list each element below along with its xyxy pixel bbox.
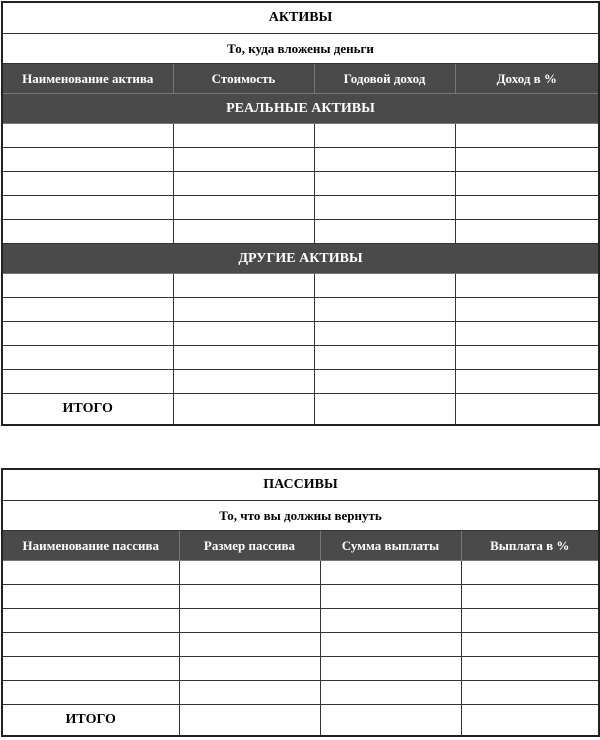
table-row bbox=[2, 322, 599, 346]
table-cell[interactable] bbox=[320, 633, 461, 657]
table-cell[interactable] bbox=[455, 148, 599, 172]
table-cell[interactable] bbox=[461, 561, 599, 585]
table-cell[interactable] bbox=[314, 124, 455, 148]
table-cell[interactable] bbox=[173, 394, 314, 426]
table-cell[interactable] bbox=[314, 394, 455, 426]
table-cell[interactable] bbox=[179, 681, 320, 705]
table-cell[interactable] bbox=[173, 172, 314, 196]
table-row bbox=[2, 585, 599, 609]
table-row bbox=[2, 124, 599, 148]
table-row bbox=[2, 633, 599, 657]
table-cell[interactable] bbox=[2, 148, 173, 172]
table-row bbox=[2, 274, 599, 298]
liabilities-total-label: ИТОГО bbox=[2, 705, 179, 737]
table-cell[interactable] bbox=[2, 124, 173, 148]
assets-col-annual-income: Годовой доход bbox=[314, 64, 455, 94]
table-cell[interactable] bbox=[314, 172, 455, 196]
table-cell[interactable] bbox=[461, 633, 599, 657]
table-cell[interactable] bbox=[455, 124, 599, 148]
table-cell[interactable] bbox=[2, 298, 173, 322]
table-row bbox=[2, 561, 599, 585]
table-cell[interactable] bbox=[2, 585, 179, 609]
table-cell[interactable] bbox=[2, 346, 173, 370]
table-row bbox=[2, 370, 599, 394]
table-row bbox=[2, 196, 599, 220]
assets-col-income-percent: Доход в % bbox=[455, 64, 599, 94]
table-cell[interactable] bbox=[2, 681, 179, 705]
table-cell[interactable] bbox=[173, 196, 314, 220]
table-cell[interactable] bbox=[455, 370, 599, 394]
table-row bbox=[2, 298, 599, 322]
assets-table bbox=[1, 1, 600, 426]
table-cell[interactable] bbox=[179, 585, 320, 609]
assets-col-value: Стоимость bbox=[173, 64, 314, 94]
table-cell[interactable] bbox=[461, 609, 599, 633]
assets-col-name: Наименование актива bbox=[2, 64, 173, 94]
table-row bbox=[2, 220, 599, 244]
table-cell[interactable] bbox=[314, 196, 455, 220]
table-cell[interactable] bbox=[173, 124, 314, 148]
table-row bbox=[2, 346, 599, 370]
liabilities-title: ПАССИВЫ bbox=[2, 469, 599, 501]
table-cell[interactable] bbox=[173, 322, 314, 346]
table-cell[interactable] bbox=[461, 681, 599, 705]
table-cell[interactable] bbox=[179, 657, 320, 681]
table-cell[interactable] bbox=[320, 609, 461, 633]
table-cell[interactable] bbox=[2, 196, 173, 220]
table-cell[interactable] bbox=[314, 274, 455, 298]
table-cell[interactable] bbox=[173, 298, 314, 322]
table-cell[interactable] bbox=[314, 346, 455, 370]
table-cell[interactable] bbox=[173, 274, 314, 298]
table-cell[interactable] bbox=[179, 633, 320, 657]
table-cell[interactable] bbox=[2, 561, 179, 585]
table-cell[interactable] bbox=[320, 681, 461, 705]
assets-total-label: ИТОГО bbox=[2, 394, 173, 426]
section-real-assets: РЕАЛЬНЫЕ АКТИВЫ bbox=[2, 94, 599, 124]
assets-total-row bbox=[2, 394, 599, 426]
table-cell[interactable] bbox=[455, 274, 599, 298]
table-cell[interactable] bbox=[320, 705, 461, 737]
table-cell[interactable] bbox=[2, 633, 179, 657]
table-cell[interactable] bbox=[461, 657, 599, 681]
table-cell[interactable] bbox=[179, 705, 320, 737]
table-cell[interactable] bbox=[461, 705, 599, 737]
table-cell[interactable] bbox=[314, 370, 455, 394]
table-cell[interactable] bbox=[2, 370, 173, 394]
table-row bbox=[2, 657, 599, 681]
table-cell[interactable] bbox=[2, 609, 179, 633]
table-cell[interactable] bbox=[173, 148, 314, 172]
table-row bbox=[2, 148, 599, 172]
table-row bbox=[2, 681, 599, 705]
table-cell[interactable] bbox=[461, 585, 599, 609]
table-cell[interactable] bbox=[320, 585, 461, 609]
table-cell[interactable] bbox=[320, 657, 461, 681]
table-cell[interactable] bbox=[173, 346, 314, 370]
table-cell[interactable] bbox=[455, 172, 599, 196]
table-cell[interactable] bbox=[455, 196, 599, 220]
liabilities-col-payment-sum: Сумма выплаты bbox=[320, 531, 461, 561]
table-cell[interactable] bbox=[455, 322, 599, 346]
liabilities-col-name: Наименование пассива bbox=[2, 531, 179, 561]
table-cell[interactable] bbox=[455, 298, 599, 322]
table-cell[interactable] bbox=[2, 657, 179, 681]
liabilities-table bbox=[1, 468, 600, 737]
table-cell[interactable] bbox=[2, 220, 173, 244]
table-cell[interactable] bbox=[455, 220, 599, 244]
liabilities-subtitle: То, что вы должны вернуть bbox=[2, 501, 599, 531]
table-cell[interactable] bbox=[2, 172, 173, 196]
assets-title: АКТИВЫ bbox=[2, 2, 599, 34]
assets-header-row bbox=[2, 64, 599, 94]
liabilities-total-row bbox=[2, 705, 599, 737]
table-cell[interactable] bbox=[455, 394, 599, 426]
table-cell[interactable] bbox=[173, 370, 314, 394]
table-cell[interactable] bbox=[179, 609, 320, 633]
table-cell[interactable] bbox=[2, 322, 173, 346]
table-cell[interactable] bbox=[314, 220, 455, 244]
assets-subtitle: То, куда вложены деньги bbox=[2, 34, 599, 64]
table-cell[interactable] bbox=[320, 561, 461, 585]
table-cell[interactable] bbox=[2, 274, 173, 298]
section-other-assets: ДРУГИЕ АКТИВЫ bbox=[2, 244, 599, 274]
table-row bbox=[2, 172, 599, 196]
table-cell[interactable] bbox=[314, 148, 455, 172]
liabilities-col-size: Размер пассива bbox=[179, 531, 320, 561]
table-cell[interactable] bbox=[179, 561, 320, 585]
table-cell[interactable] bbox=[455, 346, 599, 370]
table-cell[interactable] bbox=[173, 220, 314, 244]
table-row bbox=[2, 609, 599, 633]
liabilities-col-payment-percent: Выплата в % bbox=[461, 531, 599, 561]
table-cell[interactable] bbox=[314, 298, 455, 322]
table-cell[interactable] bbox=[314, 322, 455, 346]
liabilities-header-row bbox=[2, 531, 599, 561]
